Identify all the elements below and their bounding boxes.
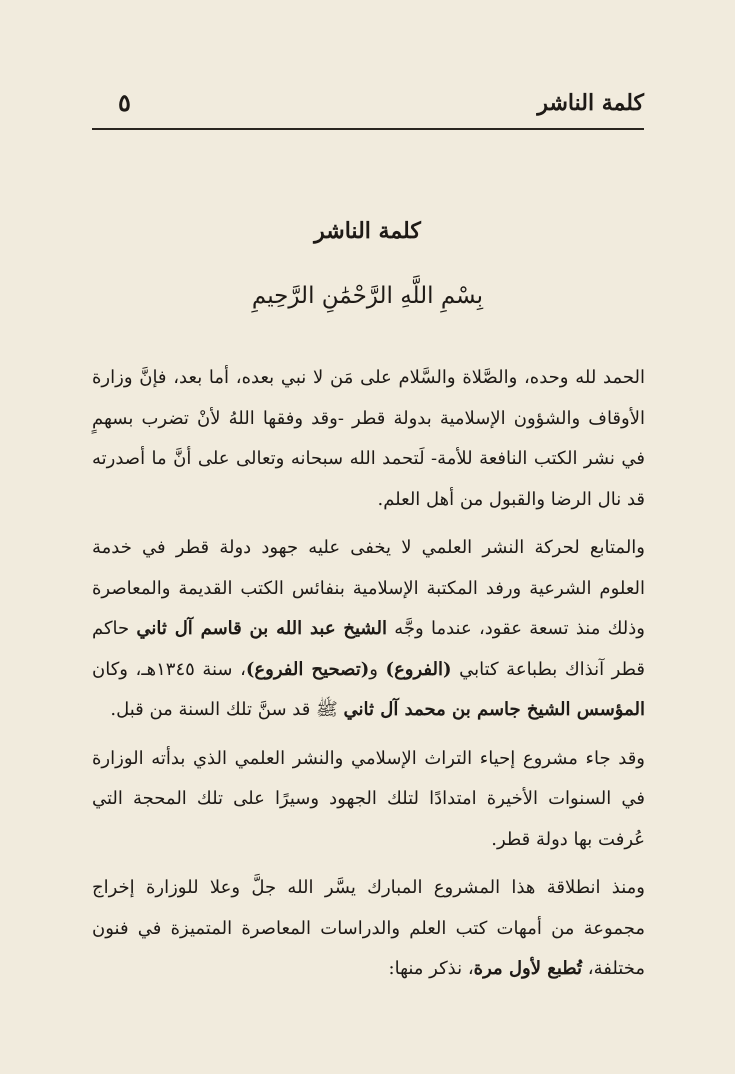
paragraph-2-text-3: و [369, 658, 386, 680]
paragraph-2-bold-4: المؤسس الشيخ جاسم بن محمد آل ثاني [343, 699, 645, 720]
paragraph-1: الحمد لله وحده، والصَّلاة والسَّلام على مَن لا نبي بعده، أما بعد، فإنَّ وزارة الأوقاف والشؤون الإسلامية بدولة قطر -وقد وفقها اللهُ لأنْ تضرب بسهمٍ في نشر الكتب النافعة للأمة- لَتحمد الله سبحانه وتعالى على أنَّ ما أصدرته قد نال الرضا والقبول من أهل العلم. [92, 367, 645, 510]
paragraph-2-text-2: حاكم قطر آنذاك بطباعة كتابي [92, 618, 645, 680]
paragraph-2-bold-3: (تصحيح الفروع) [245, 658, 370, 680]
paragraph-4-text-2: ، نذكر منها: [388, 958, 474, 979]
paragraph-2-bold-2: (الفروع) [385, 658, 452, 680]
basmala-calligraphy: بِسْمِ اللَّهِ الرَّحْمَٰنِ الرَّحِيمِ [251, 283, 484, 309]
paragraph-2-bold-1: الشيخ عبد الله بن قاسم آل ثاني [136, 618, 387, 639]
paragraph-2 [92, 528, 645, 731]
paragraph-2-text-4: ، سنة ١٣٤٥هـ، وكان [92, 658, 246, 680]
paragraph-2-text-1: والمتابع لحركة النشر العلمي لا يخفى عليه جهود دولة قطر في خدمة العلوم الشرعية ورفد المكتبة الإسلامية بنفائس الكتب القديمة والمعاصرة وذلك منذ تسعة عقود، عندما وجَّه [92, 537, 645, 639]
page-number: ٥ [118, 88, 131, 117]
running-header-title: كلمة الناشر [537, 90, 644, 116]
body-text [92, 358, 645, 998]
paragraph-4-bold-1: تُطبع لأول مرة [473, 958, 583, 979]
paragraph-4 [92, 868, 645, 990]
paragraph-3: وقد جاء مشروع إحياء التراث الإسلامي والنشر العلمي الذي بدأته الوزارة في السنوات الأخيرة امتدادًا لتلك الجهود وسيرًا على تلك المحجة التي عُرفت بها دولة قطر. [92, 747, 645, 850]
paragraph-4-text-1: ومنذ انطلاقة هذا المشروع المبارك يسَّر الله جلَّ وعلا للوزارة إخراج مجموعة من أمهات كتب العلم والدراسات المعاصرة المتميزة في فنون مختلفة، [92, 877, 645, 979]
section-title: كلمة الناشر [314, 218, 421, 244]
paragraph-2-text-5: ﷺ قد سنَّ تلك السنة من قبل. [110, 699, 344, 720]
running-header [92, 84, 644, 130]
